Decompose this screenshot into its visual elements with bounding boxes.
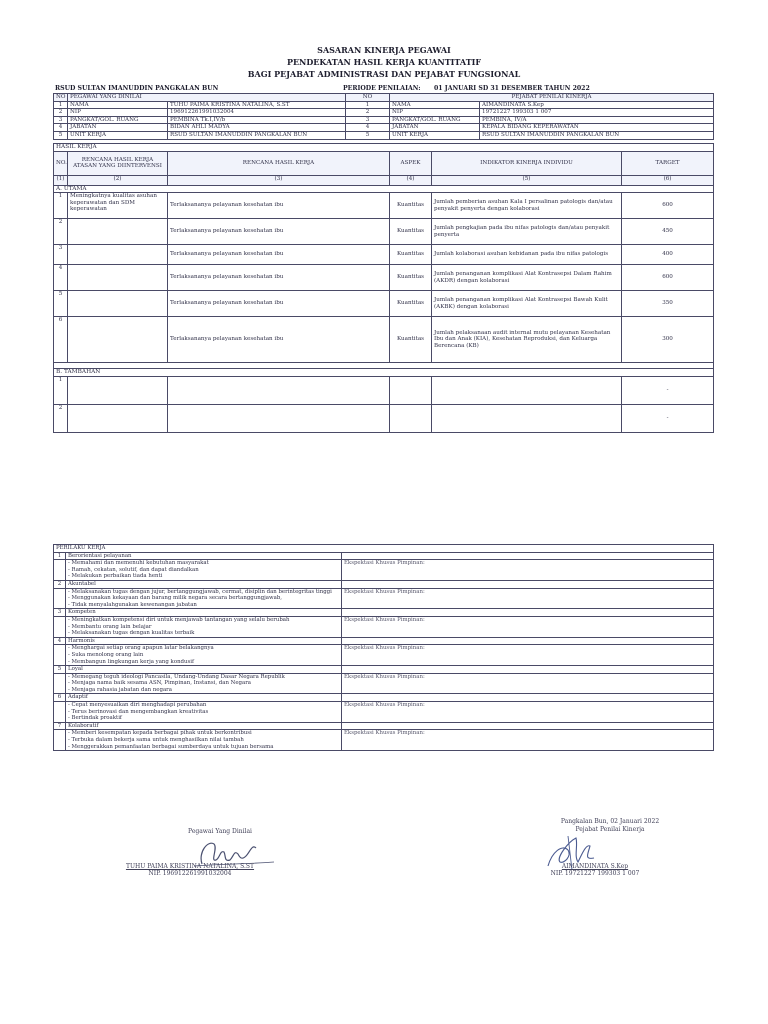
behavior-point: - Menghargai setiap orang apapun latar belakangnya (68, 645, 214, 652)
aspect: Kuantitas (390, 245, 432, 265)
row-no: 6 (54, 317, 68, 363)
identity-no: 2 (54, 109, 68, 117)
behavior-detail-row (54, 730, 714, 751)
superior-plan (68, 376, 168, 404)
unit-header: RSUD SULTAN IMANUDDIN PANGKALAN BUN (55, 85, 219, 92)
behavior-title: Loyal (66, 666, 342, 674)
work-result-row (54, 265, 714, 291)
evaluated-employee-header: PEGAWAI YANG DINILAI (68, 94, 346, 102)
behavior-detail-row (54, 645, 714, 666)
identity-value: BIDAN AHLI MADYA (168, 124, 346, 132)
identity-row (54, 124, 714, 132)
indicator: Jumlah penanganan komplikasi Alat Kontrasepsi Bawah Kulit (AKBK) dengan kolaborasi (432, 291, 622, 317)
primary-section-label: A. UTAMA (54, 185, 714, 193)
behavior-title: Berorientasi pelayanan (66, 552, 342, 560)
superior-plan (68, 404, 168, 432)
col-number-5: (5) (432, 175, 622, 185)
superior-plan: Meningkatnya kualitas asuhan keperawatan dan SDM keperawatan (68, 193, 168, 219)
work-result-row (54, 245, 714, 265)
behavior-point: - Suka menolong orang lain (68, 651, 144, 658)
indicator (432, 404, 622, 432)
identity-label: UNIT KERJA (68, 131, 168, 139)
indicator: Jumlah penanganan komplikasi Alat Kontrasepsi Dalam Rahim (AKDR) dengan kolaborasi (432, 265, 622, 291)
behavior-no: 4 (54, 637, 66, 645)
col-number-6: (6) (622, 175, 714, 185)
work-plan: Terlaksananya pelayanan kesehatan ibu (168, 265, 390, 291)
behavior-point: - Memberi kesempatan kepada berbagai pihak untuk berkontribusi (68, 730, 252, 737)
aspect: Kuantitas (390, 317, 432, 363)
evaluator-label: JABATAN (390, 124, 480, 132)
evaluator-header: PEJABAT PENILAI KINERJA (390, 94, 714, 102)
work-plan (168, 404, 390, 432)
work-results-table (53, 143, 714, 433)
col-number-4: (4) (390, 175, 432, 185)
identity-row (54, 116, 714, 124)
behavior-title: Akuntabel (66, 580, 342, 588)
col-header-no: NO. (54, 151, 68, 175)
evaluator-label: PANGKAT/GOL. RUANG (390, 116, 480, 124)
behavior-point: - Memahami dan memenuhi kebutuhan masyarakat (68, 560, 209, 567)
behavior-points (66, 588, 342, 609)
work-result-row (54, 219, 714, 245)
leader-expectation: Ekspektasi Khusus Pimpinan: (342, 673, 714, 694)
evaluator-value: RSUD SULTAN IMANUDDIN PANGKALAN BUN (480, 131, 714, 139)
additional-row (54, 404, 714, 432)
work-plan (168, 376, 390, 404)
behavior-point: - Membangun lingkungan kerja yang kondusif (68, 658, 194, 665)
col-header-superior-plan: RENCANA HASIL KERJA ATASAN YANG DIINTERVENSI (68, 151, 168, 175)
identity-table (53, 93, 714, 140)
evaluator-label: NIP (390, 109, 480, 117)
col-header-plan: RENCANA HASIL KERJA (168, 151, 390, 175)
title-line-3: BAGI PEJABAT ADMINISTRASI DAN PEJABAT FUNGSIONAL (247, 69, 521, 79)
evaluator-value: PEMBINA, IV/A (480, 116, 714, 124)
behavior-no: 6 (54, 694, 66, 702)
identity-label: PANGKAT/GOL. RUANG (68, 116, 168, 124)
row-no: 1 (54, 376, 68, 404)
identity-label: NIP (68, 109, 168, 117)
additional-row (54, 376, 714, 404)
behavior-point: - Menjaga rahasia jabatan dan negara (68, 686, 172, 693)
identity-row (54, 131, 714, 139)
row-no: 2 (54, 404, 68, 432)
work-result-row (54, 317, 714, 363)
behavior-title-blank (342, 666, 714, 674)
row-no: 5 (54, 291, 68, 317)
row-no: 4 (54, 265, 68, 291)
col-number-2: (2) (68, 175, 168, 185)
behavior-no-blank (54, 645, 66, 666)
primary-rows (54, 193, 714, 363)
leader-expectation: Ekspektasi Khusus Pimpinan: (342, 702, 714, 723)
employee-nip: NIP. 196912261991032004 (148, 870, 232, 877)
behavior-title: Kompeten (66, 609, 342, 617)
superior-plan (68, 219, 168, 245)
row-no: 3 (54, 245, 68, 265)
behavior-no: 1 (54, 552, 66, 560)
aspect (390, 404, 432, 432)
work-results-section-label: HASIL KERJA (54, 144, 714, 152)
behavior-points (66, 616, 342, 637)
row-no: 2 (54, 219, 68, 245)
behavior-title-blank (342, 722, 714, 730)
behavior-title-blank (342, 580, 714, 588)
behavior-detail-row (54, 588, 714, 609)
indicator: Jumlah pelaksanaan audit internal mutu pelayanan Kesehatan Ibu dan Anak (KIA), Kesehatan Reproduksi, dan Keluarga Berencana (KB) (432, 317, 622, 363)
leader-expectation: Ekspektasi Khusus Pimpinan: (342, 616, 714, 637)
evaluator-value: KEPALA BIDANG KEPERAWATAN (480, 124, 714, 132)
title-line-1: SASARAN KINERJA PEGAWAI (317, 45, 451, 55)
work-result-row (54, 291, 714, 317)
behavior-title-blank (342, 637, 714, 645)
behavior-point: - Bertindak proaktif (68, 715, 122, 722)
leader-expectation: Ekspektasi Khusus Pimpinan: (342, 560, 714, 581)
behavior-point: - Cepat menyesuaikan diri menghadapi perubahan (68, 702, 207, 709)
evaluator-value: AIMANDINATA S.Kep (480, 101, 714, 109)
indicator: Jumlah pemberian asuhan Kala I persalinan patologis dan/atau penyakit penyerta dengan kolaborasi (432, 193, 622, 219)
identity-value: 196912261991032004 (168, 109, 346, 117)
behavior-title-blank (342, 552, 714, 560)
behavior-no: 2 (54, 580, 66, 588)
identity-no: 3 (54, 116, 68, 124)
identity-no: 5 (54, 131, 68, 139)
col-number-1: (1) (54, 175, 68, 185)
identity-no-header: NO (54, 94, 68, 102)
behavior-title-row (54, 694, 714, 702)
target: 600 (622, 193, 714, 219)
work-plan: Terlaksananya pelayanan kesehatan ibu (168, 219, 390, 245)
identity-row (54, 109, 714, 117)
work-plan: Terlaksananya pelayanan kesehatan ibu (168, 291, 390, 317)
behavior-no-blank (54, 560, 66, 581)
identity-value: PEMBINA Tk.I,IV/b (168, 116, 346, 124)
behavior-no-blank (54, 702, 66, 723)
behavior-point: - Melakukan perbaikan tiada henti (68, 573, 163, 580)
evaluator-nip: NIP. 19721227 199303 1 007 (550, 870, 640, 877)
target: 300 (622, 317, 714, 363)
behavior-title: Kolaboratif (66, 722, 342, 730)
identity-no: 1 (54, 101, 68, 109)
behavior-title-row (54, 609, 714, 617)
leader-expectation: Ekspektasi Khusus Pimpinan: (342, 645, 714, 666)
work-result-row (54, 193, 714, 219)
behavior-no: 3 (54, 609, 66, 617)
behavior-section-label: PERILAKU KERJA (54, 545, 714, 553)
target: 600 (622, 265, 714, 291)
row-no: 1 (54, 193, 68, 219)
evaluator-no: 2 (346, 109, 390, 117)
identity-label: NAMA (68, 101, 168, 109)
behavior-point: - Ramah, cekatan, solutif, dan dapat diandalkan (68, 566, 199, 573)
superior-plan (68, 245, 168, 265)
behavior-detail-row (54, 560, 714, 581)
behavior-point: - Terus berinovasi dan mengembangkan kreativitas (68, 708, 209, 715)
behavior-point: - Meningkatkan kompetensi diri untuk menjawab tantangan yang selalu berubah (68, 616, 290, 623)
title-line-2: PENDEKATAN HASIL KERJA KUANTITATIF (286, 57, 482, 67)
identity-no-header-2: NO (346, 94, 390, 102)
behavior-detail-row (54, 702, 714, 723)
behavior-point: - Menjaga nama baik sesama ASN, Pimpinan, Instansi, dan Negara (68, 680, 252, 687)
behavior-detail-row (54, 673, 714, 694)
behavior-point: - Memegang teguh ideologi Pancasila, Undang-Undang Dasar Negara Republik (68, 673, 285, 680)
behavior-title: Adaptif (66, 694, 342, 702)
behavior-points (66, 702, 342, 723)
behavior-no-blank (54, 730, 66, 751)
behavior-title-row (54, 552, 714, 560)
evaluator-value: 19721227 199303 1 007 (480, 109, 714, 117)
work-plan: Terlaksananya pelayanan kesehatan ibu (168, 245, 390, 265)
target: 400 (622, 245, 714, 265)
behavior-no-blank (54, 673, 66, 694)
identity-value: RSUD SULTAN IMANUDDIN PANGKALAN BUN (168, 131, 346, 139)
target: 450 (622, 219, 714, 245)
col-number-3: (3) (168, 175, 390, 185)
behavior-title: Harmonis (66, 637, 342, 645)
col-header-indicator: INDIKATOR KINERJA INDIVIDU (432, 151, 622, 175)
superior-plan (68, 317, 168, 363)
behavior-point: - Melaksanakan tugas dengan jujur, bertanggungjawab, cermat, disiplin dan berintegritas tinggi (68, 588, 332, 595)
period-label: PERIODE PENILAIAN: (343, 85, 421, 92)
identity-no: 4 (54, 124, 68, 132)
col-header-aspect: ASPEK (390, 151, 432, 175)
identity-value: TUHU PAIMA KRISTINA NATALINA, S.ST (168, 101, 346, 109)
employee-name: TUHU PAIMA KRISTINA NATALINA, S.ST (125, 863, 255, 870)
aspect: Kuantitas (390, 219, 432, 245)
identity-rows (54, 101, 714, 139)
evaluator-label: UNIT KERJA (390, 131, 480, 139)
evaluator-role: Pejabat Penilai Kinerja (575, 826, 645, 833)
work-plan: Terlaksananya pelayanan kesehatan ibu (168, 317, 390, 363)
identity-row (54, 101, 714, 109)
behavior-title-row (54, 666, 714, 674)
behavior-point: - Menggunakan kekayaan dan barang milik negara secara bertanggungjawab, (68, 595, 283, 602)
behavior-no: 5 (54, 666, 66, 674)
col-header-target: TARGET (622, 151, 714, 175)
behavior-title-blank (342, 609, 714, 617)
document-title (0, 44, 768, 80)
behavior-point: - Tidak menyalahgunakan kewenangan jabatan (68, 601, 197, 608)
behavior-title-blank (342, 694, 714, 702)
leader-expectation: Ekspektasi Khusus Pimpinan: (342, 730, 714, 751)
evaluator-no: 4 (346, 124, 390, 132)
behavior-title-row (54, 580, 714, 588)
employee-role: Pegawai Yang Dinilai (188, 828, 252, 835)
aspect: Kuantitas (390, 193, 432, 219)
superior-plan (68, 265, 168, 291)
evaluator-no: 3 (346, 116, 390, 124)
behavior-points (66, 730, 342, 751)
indicator (432, 376, 622, 404)
behavior-point: - Menggerakkan pemanfaatan berbagai sumberdaya untuk tujuan bersama (68, 743, 274, 750)
behavior-rows (54, 552, 714, 751)
aspect: Kuantitas (390, 291, 432, 317)
behavior-title-row (54, 722, 714, 730)
work-plan: Terlaksananya pelayanan kesehatan ibu (168, 193, 390, 219)
additional-rows (54, 376, 714, 432)
behavior-points (66, 673, 342, 694)
behavior-no-blank (54, 588, 66, 609)
leader-expectation: Ekspektasi Khusus Pimpinan: (342, 588, 714, 609)
aspect: Kuantitas (390, 265, 432, 291)
additional-section-label: B. TAMBAHAN (54, 369, 714, 377)
identity-label: JABATAN (68, 124, 168, 132)
behavior-no: 7 (54, 722, 66, 730)
indicator: Jumlah pengkajian pada ibu nifas patologis dan/atau penyakit penyerta (432, 219, 622, 245)
evaluator-name: AIMANDINATA S.Kep (561, 863, 629, 870)
evaluator-no: 1 (346, 101, 390, 109)
target: - (622, 376, 714, 404)
superior-plan (68, 291, 168, 317)
behavior-points (66, 560, 342, 581)
place-date: Pangkalan Bun, 02 Januari 2022 (560, 818, 660, 825)
evaluator-no: 5 (346, 131, 390, 139)
target: 350 (622, 291, 714, 317)
behavior-point: - Membantu orang lain belajar (68, 623, 152, 630)
behavior-point: - Terbuka dalam bekerja sama untuk menghasilkan nilai tambah (68, 737, 244, 744)
target: - (622, 404, 714, 432)
behavior-point: - Melaksanakan tugas dengan kualitas terbaik (68, 630, 195, 637)
period-value: 01 JANUARI SD 31 DESEMBER TAHUN 2022 (434, 85, 590, 92)
behavior-table (53, 544, 714, 751)
behavior-title-row (54, 637, 714, 645)
behavior-points (66, 645, 342, 666)
aspect (390, 376, 432, 404)
evaluator-label: NAMA (390, 101, 480, 109)
indicator: Jumlah kolaborasi asuhan kebidanan pada ibu nifas patologis (432, 245, 622, 265)
behavior-detail-row (54, 616, 714, 637)
behavior-no-blank (54, 616, 66, 637)
